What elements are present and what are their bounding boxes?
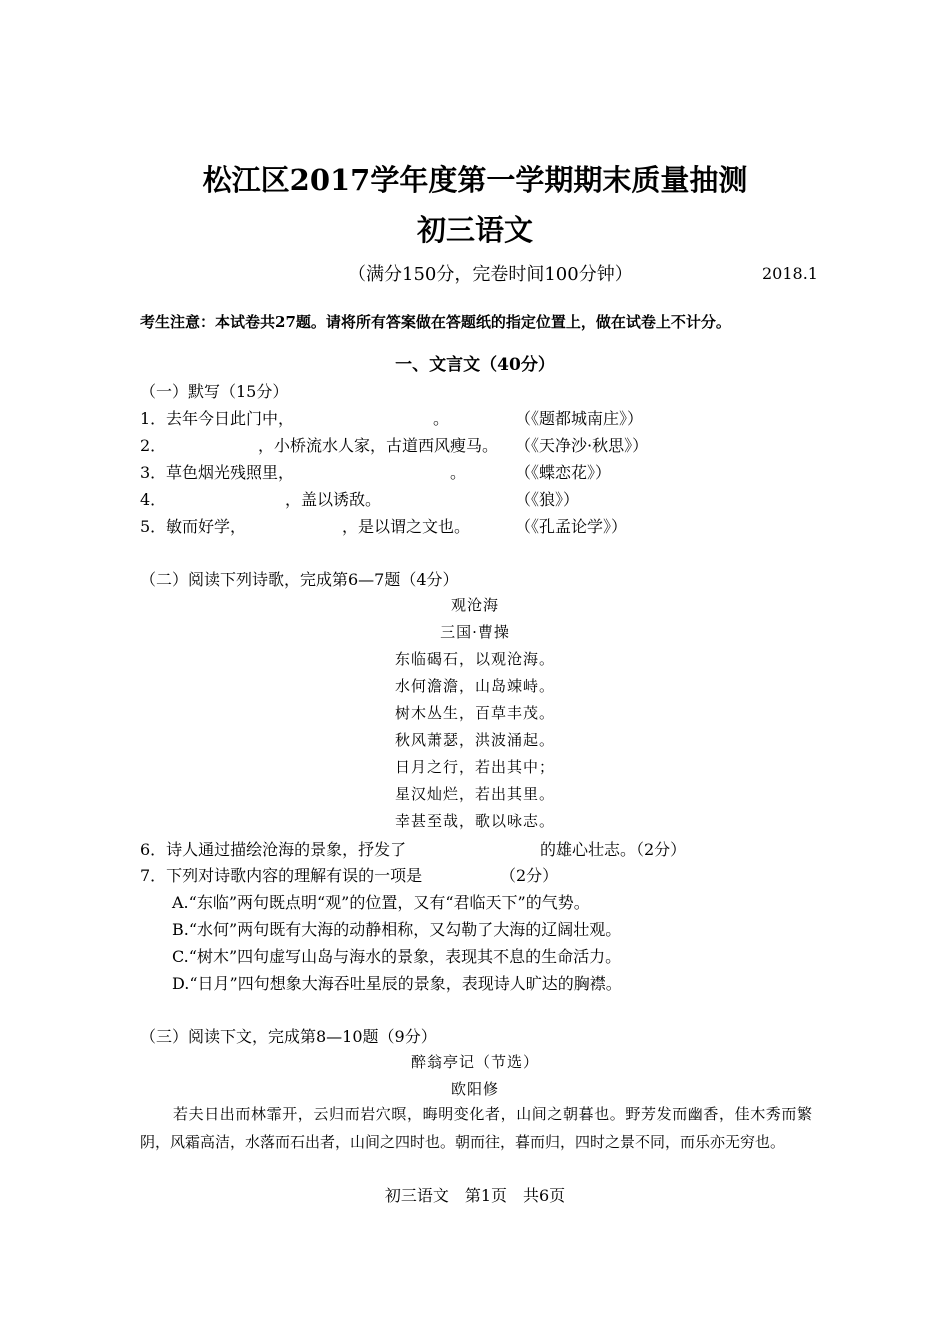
poem-author: 三国·曹操 bbox=[440, 623, 510, 641]
q2-num: 2． bbox=[140, 436, 167, 455]
poem-line: 秋风萧瑟，洪波涌起。 bbox=[394, 731, 555, 749]
poem-line: 树木丛生，百草丰茂。 bbox=[394, 704, 555, 722]
option-b: B.“水何”两句既有大海的动静相称，又勾勒了大海的辽阔壮观。 bbox=[172, 920, 622, 939]
q5-num: 5． bbox=[140, 517, 167, 536]
q6-prompt: 6．诗人通过描绘沧海的景象，抒发了 bbox=[140, 840, 407, 859]
option-c: C.“树木”四句虚写山岛与海水的景象，表现其不息的生命活力。 bbox=[172, 947, 622, 966]
q3-end: 。 bbox=[450, 463, 467, 482]
q7-prompt: 7．下列对诗歌内容的理解有误的一项是 bbox=[140, 866, 423, 885]
part2-heading: （二）阅读下列诗歌，完成第6—7题（4分） bbox=[140, 570, 459, 589]
q1-text: 去年今日此门中， bbox=[166, 409, 295, 428]
q4-source: （《狼》） bbox=[515, 490, 580, 509]
exam-date: 2018.1 bbox=[762, 264, 818, 283]
q5-end: ，是以谓之文也。 bbox=[342, 517, 471, 536]
poem-line: 幸甚至哉，歌以咏志。 bbox=[394, 812, 555, 830]
exam-notice: 考生注意：本试卷共27题。请将所有答案做在答题纸的指定位置上，做在试卷上不计分。 bbox=[140, 313, 731, 331]
part3-heading: （三）阅读下文，完成第8—10题（9分） bbox=[140, 1027, 437, 1046]
section-heading: 一、文言文（40分） bbox=[395, 355, 555, 375]
q7-points: （2分） bbox=[500, 866, 559, 885]
q1-end: 。 bbox=[433, 409, 450, 428]
text-title: 醉翁亭记（节选） bbox=[410, 1053, 539, 1071]
subject-title: 初三语文 bbox=[416, 213, 533, 247]
exam-info: （满分150分，完卷时间100分钟） bbox=[348, 264, 633, 285]
q1-num: 1． bbox=[140, 409, 167, 428]
poem-line: 星汉灿烂，若出其里。 bbox=[394, 785, 555, 803]
q2-source: （《天净沙·秋思》） bbox=[515, 436, 649, 455]
option-a: A.“东临”两句既点明“观”的位置，又有“君临天下”的气势。 bbox=[172, 893, 590, 912]
q3-text: 草色烟光残照里， bbox=[166, 463, 295, 482]
q2-text: ，小桥流水人家，古道西风瘦马。 bbox=[258, 436, 499, 455]
poem-line: 东临碣石，以观沧海。 bbox=[394, 650, 555, 668]
option-d: D.“日月”四句想象大海吞吐星辰的景象，表现诗人旷达的胸襟。 bbox=[172, 974, 622, 993]
q3-source: （《蝶恋花》） bbox=[515, 463, 612, 482]
page-footer: 初三语文 第1页 共6页 bbox=[384, 1186, 566, 1205]
exam-title: 松江区2017学年度第一学期期末质量抽测 bbox=[202, 163, 748, 197]
q1-source: （《题都城南庄》） bbox=[515, 409, 644, 428]
q4-num: 4． bbox=[140, 490, 167, 509]
q4-text: ，盖以诱敌。 bbox=[285, 490, 382, 509]
part1-heading: （一）默写（15分） bbox=[140, 382, 289, 401]
q5-source: （《孔孟论学》） bbox=[515, 517, 628, 536]
classical-text: 若夫日出而林霏开，云归而岩穴暝，晦明变化者，山间之朝暮也。野芳发而幽香，佳木秀而繁阴，风霜高洁，水落而石出者，山间之四时也。朝而往，暮而归，四时之景不同，而乐亦无穷也。 bbox=[140, 1105, 812, 1151]
q3-num: 3． bbox=[140, 463, 167, 482]
text-author: 欧阳修 bbox=[450, 1080, 499, 1098]
poem-title: 观沧海 bbox=[450, 596, 499, 614]
poem-line: 日月之行，若出其中； bbox=[394, 758, 555, 776]
q5-text: 敏而好学， bbox=[166, 517, 247, 536]
q6-suffix: 的雄心壮志。（2分） bbox=[540, 840, 687, 859]
poem-line: 水何澹澹，山岛竦峙。 bbox=[394, 677, 555, 695]
